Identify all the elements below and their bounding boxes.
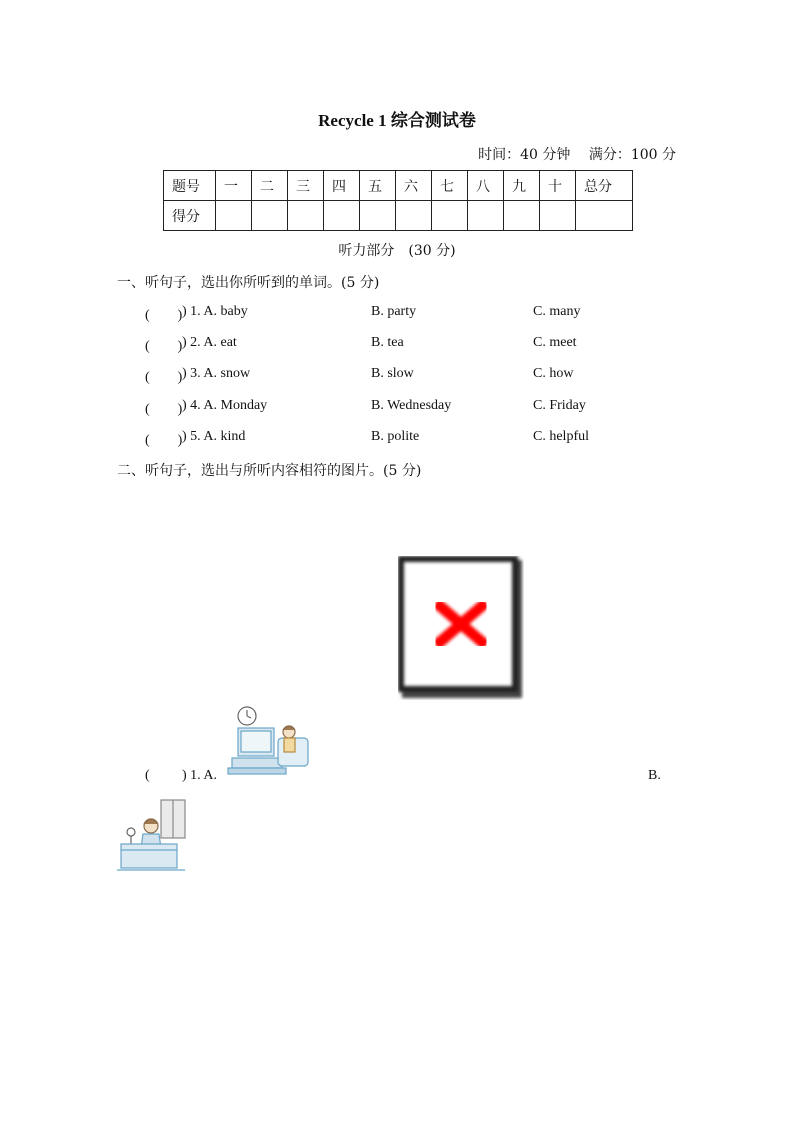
score-cell[interactable]	[504, 201, 540, 231]
score-cell[interactable]	[360, 201, 396, 231]
score-cell[interactable]	[288, 201, 324, 231]
section2-item1-label: ) 1. A.	[182, 768, 217, 783]
option-a: ) 5. A. kind	[182, 429, 246, 444]
option-c: C. Friday	[533, 398, 586, 413]
option-b: B. tea	[371, 335, 404, 350]
score-cell[interactable]	[432, 201, 468, 231]
desk-study-picture	[117, 798, 189, 872]
option-a: ) 4. A. Monday	[182, 398, 268, 413]
question-row	[145, 304, 665, 324]
question-row	[145, 398, 665, 418]
question-row	[145, 366, 665, 386]
header-cell: 五	[360, 171, 396, 201]
header-cell: 八	[468, 171, 504, 201]
broken-image-icon	[398, 556, 524, 700]
header-cell: 十	[540, 171, 576, 201]
option-b: B. Wednesday	[371, 398, 452, 413]
score-table-score-row	[164, 201, 633, 231]
option-c: C. how	[533, 366, 574, 381]
row-label-cell: 得分	[164, 201, 216, 231]
header-cell: 六	[396, 171, 432, 201]
header-cell: 二	[252, 171, 288, 201]
header-cell: 题号	[164, 171, 216, 201]
page-title: Recycle 1 综合测试卷	[318, 111, 476, 130]
header-cell: 三	[288, 171, 324, 201]
section2-heading: 二、听句子，选出与所听内容相符的图片。(5 分)	[117, 463, 422, 479]
option-b: B. slow	[371, 366, 414, 381]
header-cell: 一	[216, 171, 252, 201]
total-score: 满分：100 分	[588, 147, 676, 163]
score-cell[interactable]	[324, 201, 360, 231]
option-a: ) 1. A. baby	[182, 304, 248, 319]
exam-meta	[464, 144, 676, 164]
header-cell: 四	[324, 171, 360, 201]
header-cell: 总分	[576, 171, 633, 201]
answer-blank[interactable]: ( )	[145, 402, 183, 417]
score-table	[163, 170, 633, 231]
option-c: C. many	[533, 304, 581, 319]
header-cell: 七	[432, 171, 468, 201]
score-cell[interactable]	[216, 201, 252, 231]
listening-part-title: 听力部分 (30 分)	[338, 243, 456, 259]
header-cell: 九	[504, 171, 540, 201]
score-cell[interactable]	[468, 201, 504, 231]
section2-option-b: B.	[648, 768, 661, 783]
tv-watching-picture	[222, 704, 314, 778]
score-cell[interactable]	[252, 201, 288, 231]
score-table-header-row	[164, 171, 633, 201]
section1-heading: 一、听句子，选出你所听到的单词。(5 分)	[117, 275, 380, 291]
answer-blank[interactable]: ( )	[145, 339, 183, 354]
question-row	[145, 429, 665, 449]
question-row	[145, 335, 665, 355]
answer-blank[interactable]: ( )	[145, 308, 183, 323]
section2-answer-blank[interactable]: (	[145, 768, 150, 783]
answer-blank[interactable]: ( )	[145, 370, 183, 385]
option-c: C. helpful	[533, 429, 589, 444]
answer-blank[interactable]: ( )	[145, 433, 183, 448]
option-b: B. party	[371, 304, 417, 319]
option-a: ) 2. A. eat	[182, 335, 237, 350]
score-cell[interactable]	[540, 201, 576, 231]
score-cell[interactable]	[576, 201, 633, 231]
time-limit: 时间：40 分钟	[478, 147, 571, 163]
option-a: ) 3. A. snow	[182, 366, 251, 381]
option-c: C. meet	[533, 335, 577, 350]
score-cell[interactable]	[396, 201, 432, 231]
option-b: B. polite	[371, 429, 420, 444]
